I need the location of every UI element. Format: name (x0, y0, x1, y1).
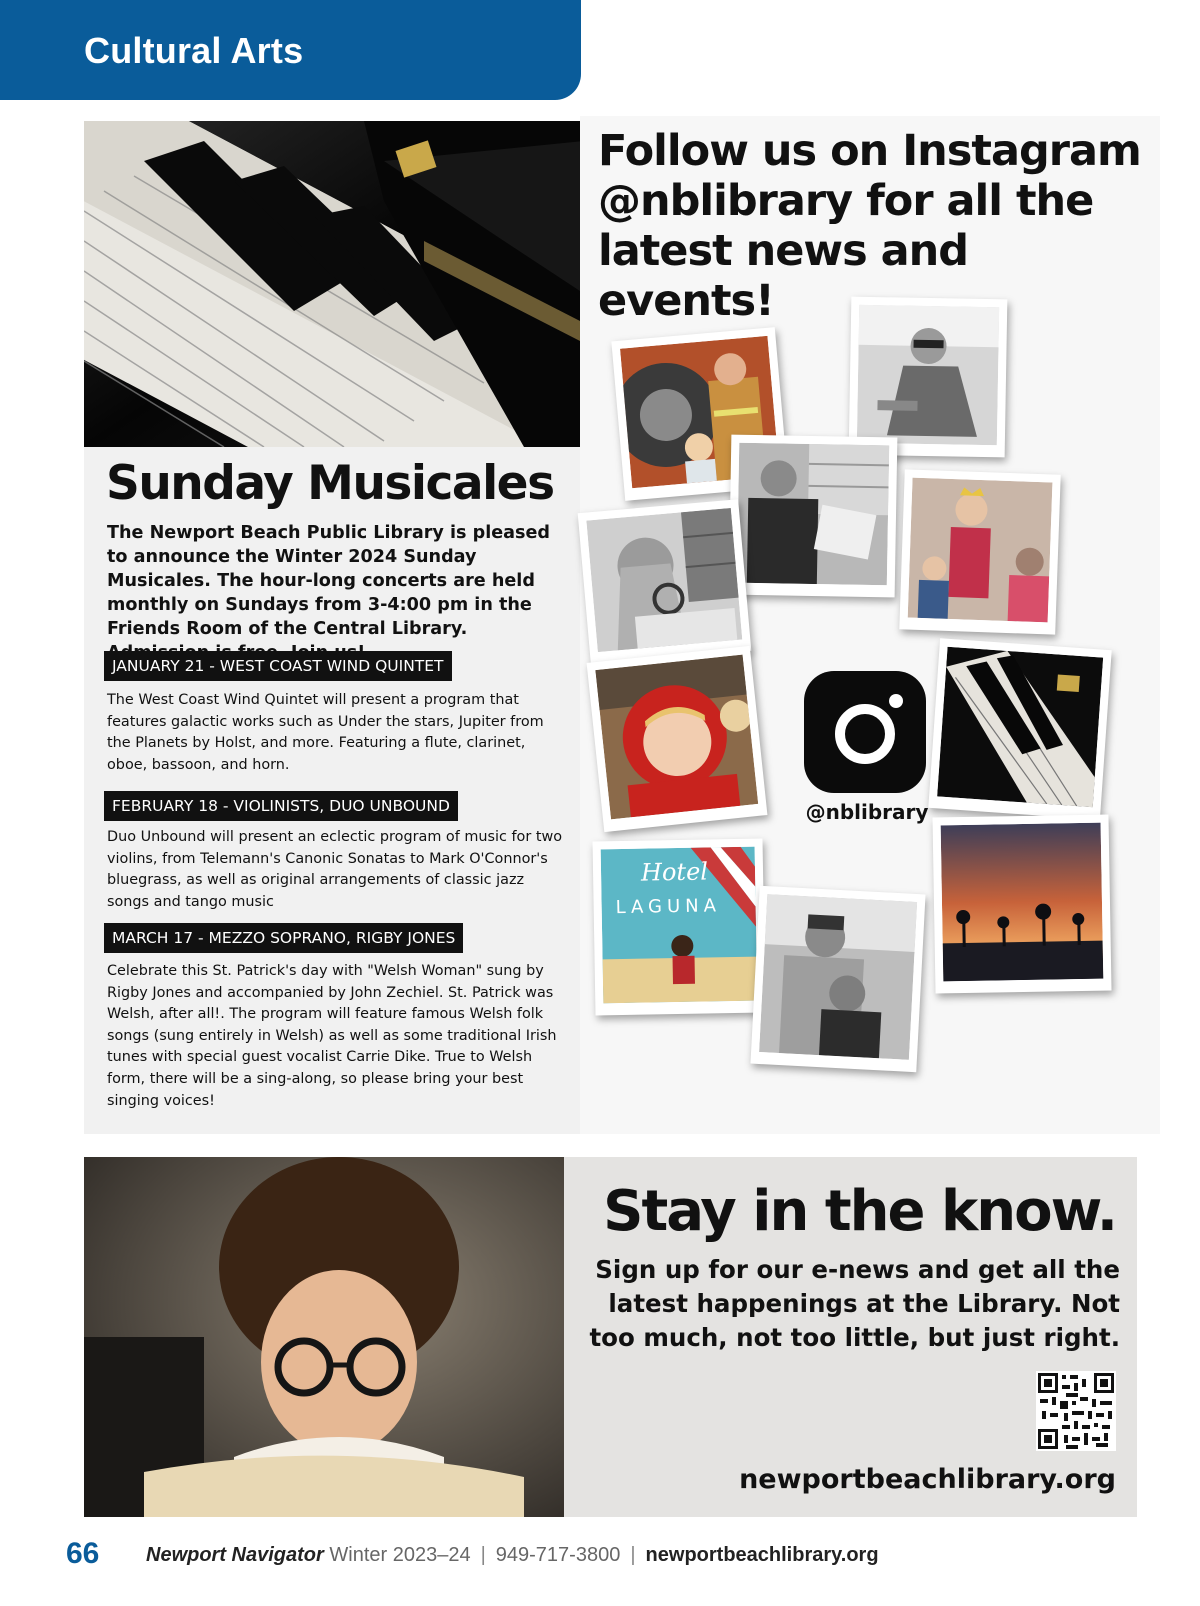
event-description-january: The West Coast Wind Quintet will present a program that features galactic works such as Under the stars, Jupiter from the Planets by Holst, and more. Featuring a flute, clarinet, oboe, bassoon, and horn. (107, 692, 544, 773)
page-footer (66, 1537, 1146, 1576)
book-title-text: Hotel (640, 857, 709, 887)
photo-superhero-child (849, 297, 1008, 458)
footer-website-link[interactable]: newportbeachlibrary.org (645, 1544, 879, 1566)
banner-body-line: latest happenings at the Library. Not (608, 1289, 1120, 1318)
footer-separator: | (480, 1544, 486, 1566)
photo-man-reading (729, 435, 898, 598)
instagram-heading-line: latest news and events! (598, 226, 969, 326)
photo-girl-magnifier (578, 499, 752, 664)
photo-boy-red-hood (587, 646, 768, 832)
banner-title: Stay in the know. (603, 1179, 1116, 1244)
footer-info (146, 1544, 879, 1567)
section-tab (0, 0, 581, 100)
event-heading-march: MARCH 17 - MEZZO SOPRANO, RIGBY JONES (104, 923, 463, 953)
piano-photo (84, 121, 580, 447)
child-reading-photo (84, 1157, 564, 1517)
event-description-february: Duo Unbound will present an eclectic program of music for two violins, from Telemann's Canonic Sonatas to Mark O'Connor's bluegrass, as well as original arrangements of classic jazz songs and tango music (107, 829, 563, 910)
musicales-title: Sunday Musicales (106, 456, 554, 511)
instagram-handle: @nblibrary (805, 800, 929, 824)
banner-body-line: too much, not too little, but just right. (589, 1323, 1120, 1352)
instagram-panel (580, 116, 1160, 1134)
page-number: 66 (66, 1537, 100, 1570)
instagram-icon (804, 671, 926, 793)
qr-code-icon[interactable] (1036, 1371, 1116, 1451)
banner-body (584, 1253, 1120, 1355)
event-heading-january: JANUARY 21 - WEST COAST WIND QUINTET (104, 651, 452, 681)
banner-body-line: Sign up for our e-news and get all the (595, 1255, 1120, 1284)
svg-text:LAGUNA: LAGUNA (615, 895, 722, 919)
footer-phone[interactable]: 949-717-3800 (495, 1544, 621, 1566)
event-description-march: Celebrate this St. Patrick's day with "Welsh Woman" sung by Rigby Jones and accompanied by John Zechiel. St. Patrick was Welsh, after all!. The program will feature famous Welsh folk songs (sung entirely in Welsh) as well as some traditional Irish tunes with special guest vocalist Carrie Dike. True to Welsh form, there will be a sing-along, so please bring your best singing voices! (107, 963, 557, 1109)
enews-banner (84, 1157, 1137, 1517)
photo-book-cover (592, 839, 765, 1016)
footer-separator: | (630, 1544, 636, 1566)
section-title: Cultural Arts (84, 30, 304, 71)
musicales-intro: The Newport Beach Public Library is pleased to announce the Winter 2024 Sunday Musicales. The hour-long concerts are held monthly on Sundays from 3-4:00 pm in the Friends Room of the Central Library. (107, 523, 551, 639)
instagram-heading-line: Follow us on Instagram (598, 126, 1141, 176)
event-heading-february: FEBRUARY 18 - VIOLINISTS, DUO UNBOUND (104, 791, 458, 821)
photo-mother-son (750, 886, 925, 1072)
sunday-musicales-panel (84, 121, 580, 1134)
instagram-heading (598, 126, 1148, 326)
photo-piano-small (928, 638, 1111, 820)
photo-princess-party (899, 469, 1060, 634)
banner-website-link[interactable]: newportbeachlibrary.org (739, 1464, 1116, 1495)
instagram-heading-line: @nblibrary for all the (598, 176, 1094, 226)
publication-name: Newport Navigator (146, 1544, 324, 1566)
publication-season: Winter 2023–24 (329, 1544, 471, 1566)
photo-sunset-palms (932, 814, 1111, 993)
